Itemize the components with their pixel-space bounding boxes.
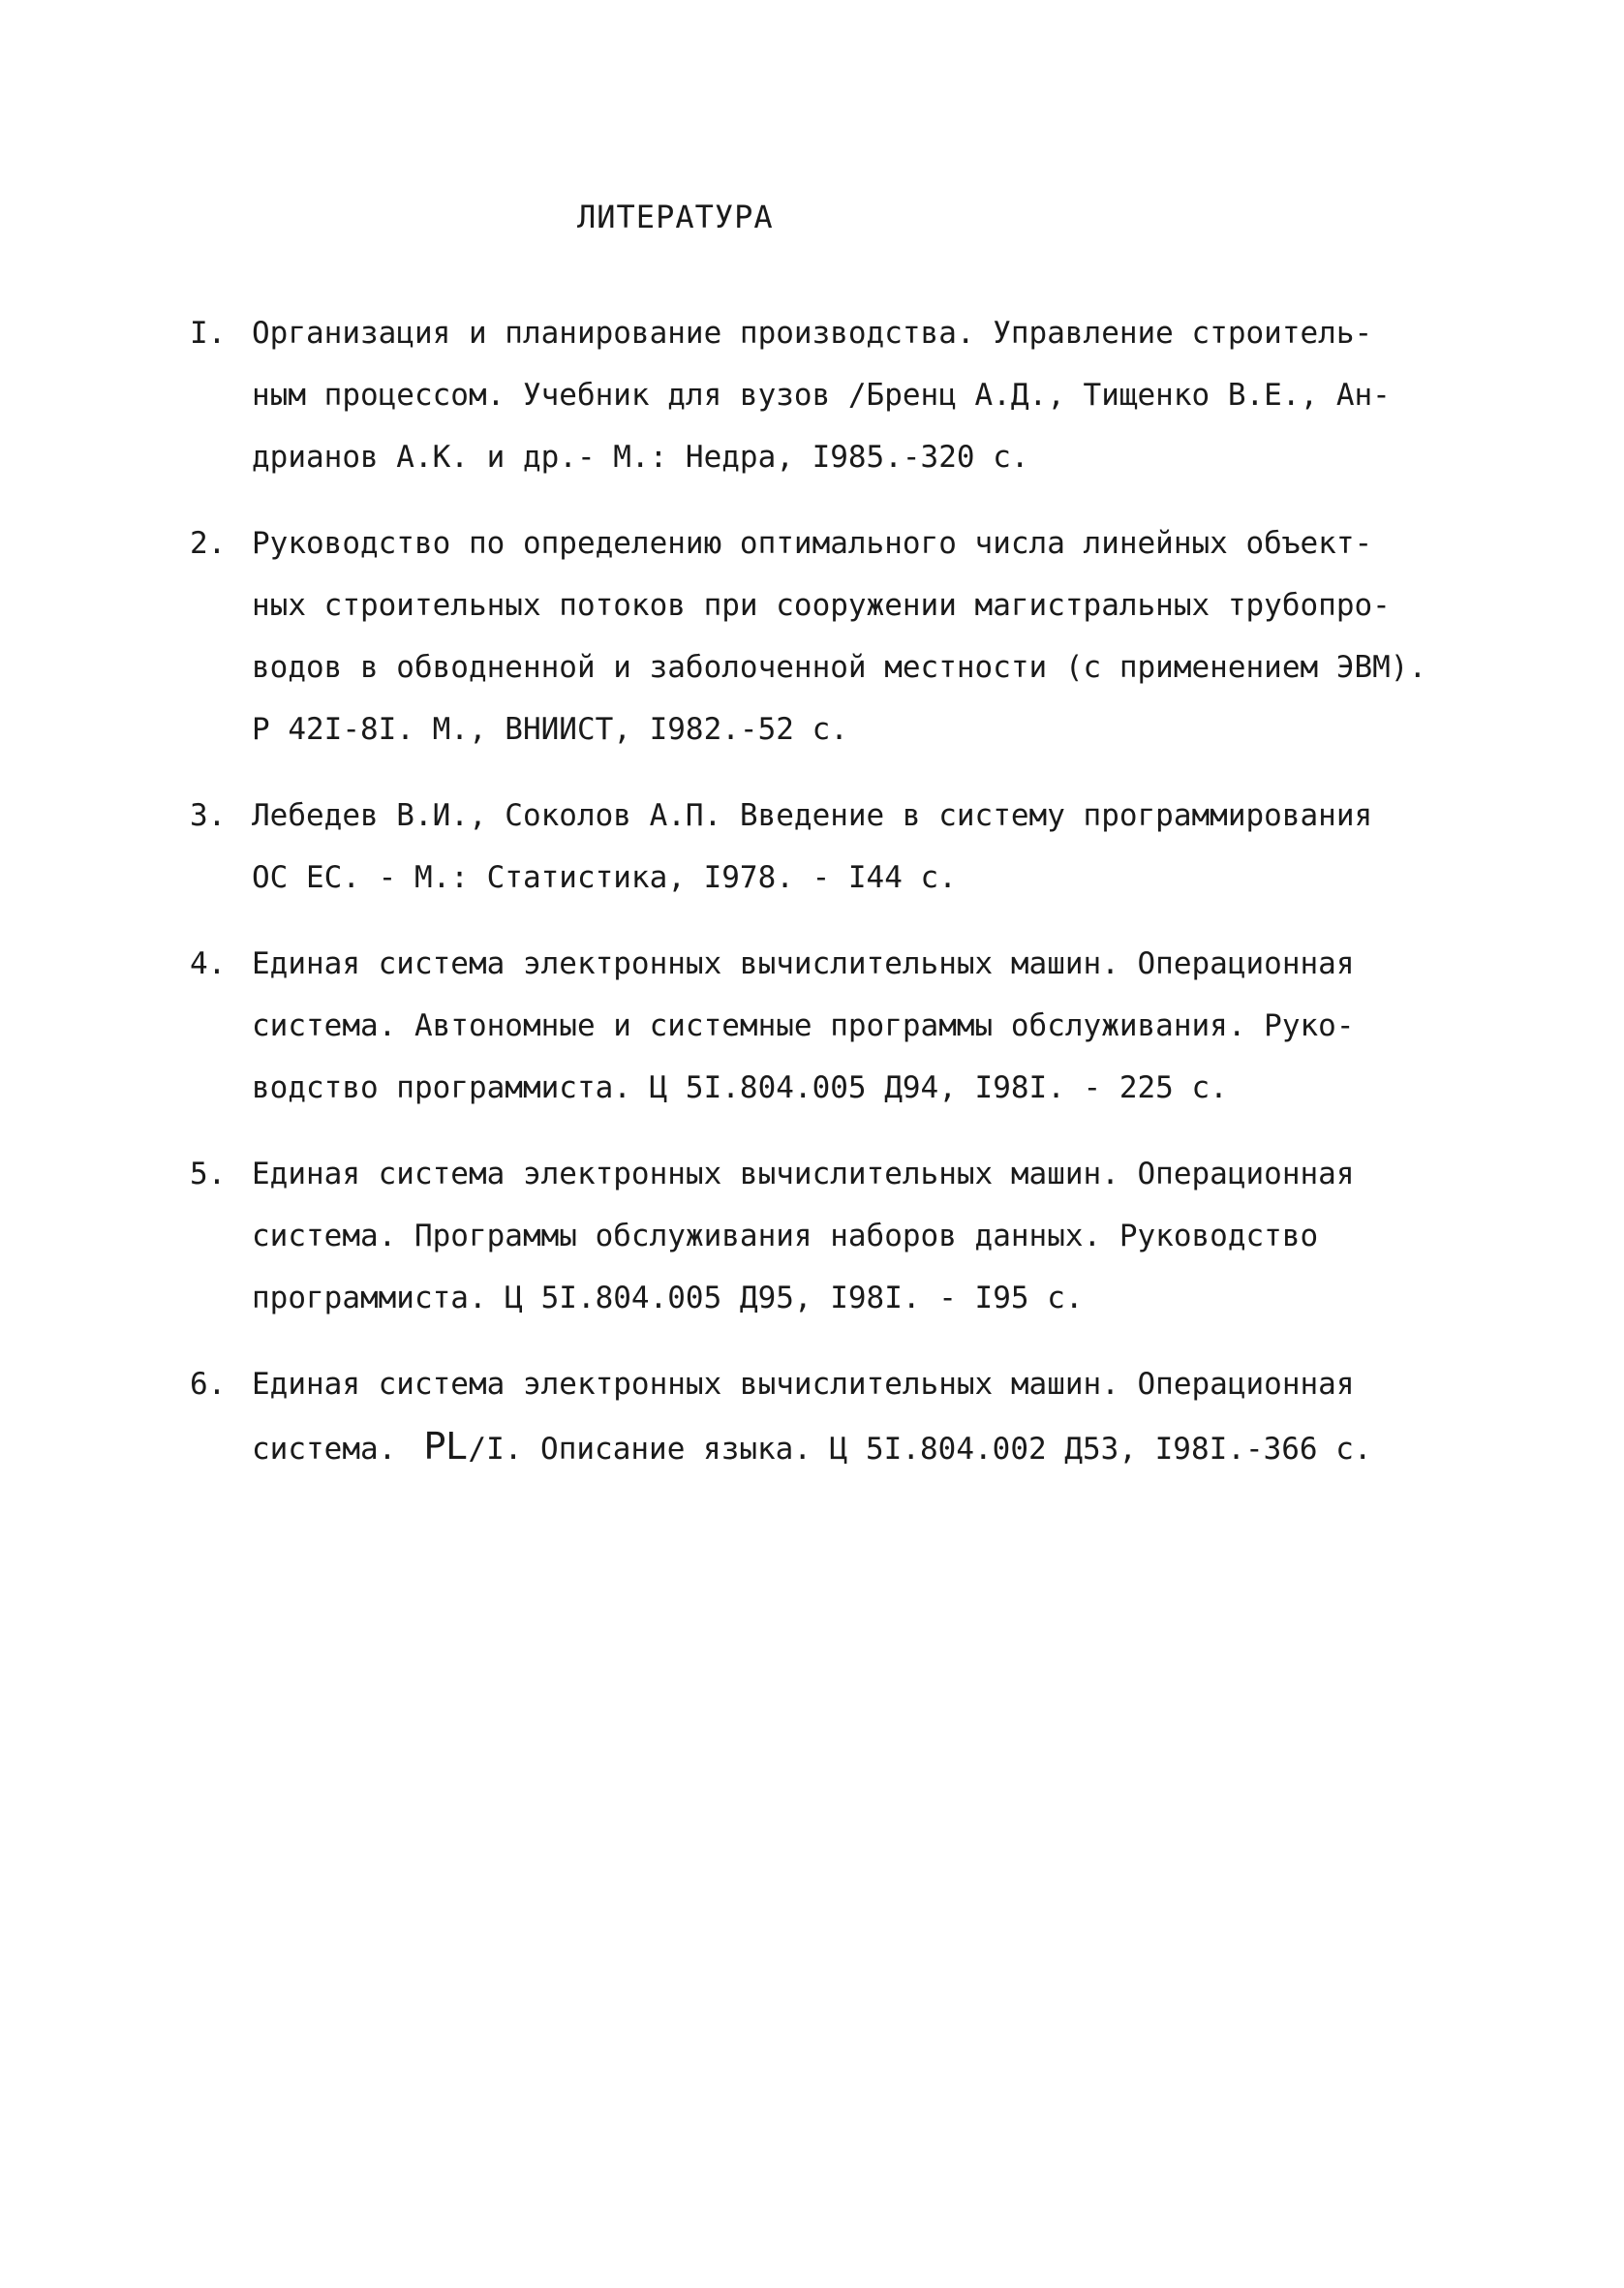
reference-number: 3. <box>190 798 227 833</box>
reference-text-before: система. <box>252 1432 397 1467</box>
reference-line: Единая система электронных вычислительных машин. Операционная <box>252 1367 1355 1402</box>
reference-number: 5. <box>190 1157 227 1191</box>
reference-line: ных строительных потоков при сооружении магистральных трубопро- <box>252 588 1391 623</box>
reference-line: система. Автономные и системные программы обслуживания. Руко- <box>252 1008 1355 1043</box>
page-title: ЛИТЕРАТУРА <box>577 199 774 235</box>
reference-line-with-handwriting <box>252 1415 1482 1480</box>
reference-number: 4. <box>190 946 227 981</box>
reference-number: I. <box>190 316 227 351</box>
list-item <box>184 933 1482 1119</box>
reference-line: Единая система электронных вычислительных машин. Операционная <box>252 1157 1355 1191</box>
reference-line: Организация и планирование производства. Управление строитель- <box>252 316 1373 351</box>
reference-text-after: /I. Описание языка. Ц 5I.804.002 Д53, I98I.-366 с. <box>468 1432 1372 1467</box>
reference-line: водство программиста. Ц 5I.804.005 Д94, I98I. - 225 с. <box>252 1070 1228 1105</box>
list-item <box>184 512 1482 760</box>
reference-line: Лебедев В.И., Соколов А.П. Введение в систему программирования <box>252 798 1373 833</box>
reference-list <box>184 302 1482 1504</box>
reference-line: программиста. Ц 5I.804.005 Д95, I98I. - I95 с. <box>252 1281 1084 1315</box>
reference-number: 2. <box>190 526 227 561</box>
reference-line: ОС ЕС. - М.: Статистика, I978. - I44 с. <box>252 860 957 895</box>
reference-number: 6. <box>190 1367 227 1402</box>
list-item <box>184 1143 1482 1329</box>
list-item <box>184 785 1482 909</box>
reference-line: Р 42I-8I. М., ВНИИСТ, I982.-52 с. <box>252 712 848 747</box>
reference-line: Единая система электронных вычислительных машин. Операционная <box>252 946 1355 981</box>
reference-line: система. Программы обслуживания наборов данных. Руководство <box>252 1219 1319 1253</box>
handwritten-insertion: PL <box>423 1425 467 1468</box>
list-item <box>184 302 1482 488</box>
reference-line: ным процессом. Учебник для вузов /Бренц А.Д., Тищенко В.Е., Ан- <box>252 378 1391 413</box>
reference-line: Руководство по определению оптимального числа линейных объект- <box>252 526 1373 561</box>
reference-line: водов в обводненной и заболоченной местности (с применением ЭВМ). <box>252 650 1427 685</box>
list-item <box>184 1353 1482 1480</box>
reference-line: дрианов А.К. и др.- М.: Недра, I985.-320 с. <box>252 440 1029 475</box>
